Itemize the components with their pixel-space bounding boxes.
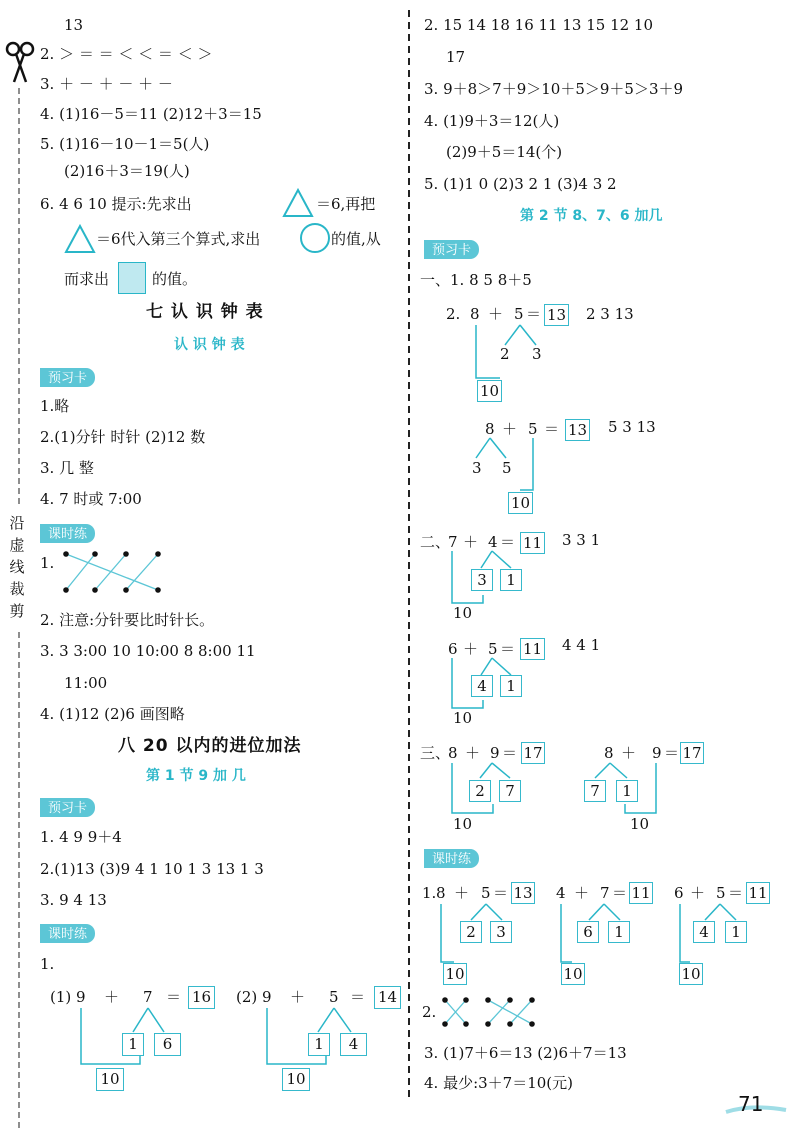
answer-box: 16 [188,986,215,1009]
expr-eq: ＝ [350,988,366,1006]
expr-num: 5 [716,884,726,902]
answer-line: 的值。 [152,270,198,288]
expr-num: 7 [448,533,458,551]
expr-op: ＋ [574,884,590,902]
chapter-title: 八 20 以内的进位加法 [118,736,302,756]
answer-line: 2. ＞ ＝ ＝ ＜ ＜ ＝ ＜ ＞ [40,45,213,63]
answer-line: 的值,从 [331,230,381,248]
answer-line: 5. (1)16－10－1＝5(人) [40,135,210,153]
square-shape [118,262,146,294]
split-box: 4 [340,1033,367,1056]
split-box: 1 [616,780,638,802]
split-num: 3 [472,459,482,477]
answer-line: 1. [40,955,55,973]
section-title: 第 2 节 8、7、6 加几 [520,208,663,224]
answer-line: 3 3 1 [562,531,601,549]
split-num: 5 [502,459,512,477]
expr-eq: ＝ [612,884,628,902]
ten-num: 10 [630,815,650,833]
expr-num: 7 [600,884,610,902]
answer-line: 4. (1)12 (2)6 画图略 [40,705,185,723]
answer-box: 11 [629,882,653,904]
cut-char: 裁 [9,580,25,598]
answer-box: 11 [746,882,770,904]
answer-line: 2. 15 14 18 16 11 13 15 12 10 [424,16,654,34]
page-number: 71 [738,1092,764,1116]
answer-line: 13 [64,16,84,34]
expr-op: ＋ [454,884,470,902]
expr-op: ＋ [621,744,637,762]
split-num: 3 [532,345,542,363]
expr-op: ＋ [463,533,479,551]
split-box: 3 [490,921,512,943]
answer-box: 13 [544,304,569,326]
answer-box: 11 [520,638,545,660]
answer-line: ＝6,再把 [316,195,376,213]
ten-box: 10 [508,492,533,514]
ten-box: 10 [443,963,467,985]
split-num: 2 [500,345,510,363]
ten-box: 10 [679,963,703,985]
answer-line: 3. 9 4 13 [40,891,107,909]
expr-num: 5 [488,640,498,658]
ten-box: 10 [561,963,585,985]
answer-line: 2. 注意:分针要比时针长。 [40,611,215,629]
split-box: 7 [499,780,521,802]
expr-op: ＋ [488,305,504,323]
answer-line: 1. 4 9 9＋4 [40,828,122,846]
expr-eq: ＝ [493,884,509,902]
expr-eq: ＝ [728,884,744,902]
answer-line: (2)9＋5＝14(个) [446,143,563,161]
answer-box: 17 [521,742,545,764]
expr-num: 6 [674,884,684,902]
split-box: 6 [154,1033,181,1056]
ten-num: 10 [453,604,473,622]
expr-label: (2) [236,988,258,1006]
split-box: 1 [725,921,747,943]
expr-num: 9 [490,744,500,762]
ten-box: 10 [282,1068,310,1091]
tag-preview: 预习卡 [40,798,95,817]
cut-char: 线 [9,558,25,576]
expr-num: 8 [470,305,480,323]
expr-label: 1. [422,884,437,902]
expr-op: ＋ [104,988,120,1006]
expr-num: 5 [514,305,524,323]
split-box: 1 [308,1033,330,1056]
expr-eq: ＝ [500,533,516,551]
answer-line: 4. 最少:3＋7＝10(元) [424,1074,574,1092]
answer-line: 2 3 13 [586,305,634,323]
answer-line: 2. [422,1003,437,1021]
expr-num: 8 [448,744,458,762]
answer-line: 4. 7 时或 7:00 [40,490,142,508]
ten-num: 10 [453,709,473,727]
expr-num: 8 [604,744,614,762]
expr-label: 2. [446,305,461,323]
expr-eq: ＝ [502,744,518,762]
ten-num: 10 [453,815,473,833]
scissors-icon [4,40,36,84]
answer-line: (2)16＋3＝19(人) [64,162,190,180]
answer-line: 6. 4 6 10 提示:先求出 [40,195,192,213]
expr-eq: ＝ [544,420,560,438]
answer-line: 11:00 [64,674,108,692]
section-title: 认 识 钟 表 [174,337,245,353]
cut-along-dashed-line-text [8,512,26,622]
answer-line: 4. (1)16－5＝11 (2)12＋3＝15 [40,105,262,123]
answer-line: 一、1. 8 5 8＋5 [420,271,532,289]
split-box: 1 [608,921,630,943]
expr-num: 5 [329,988,339,1006]
expr-eq: ＝ [664,744,680,762]
ten-box: 10 [96,1068,124,1091]
expr-op: ＋ [465,744,481,762]
tag-practice: 课时练 [424,849,479,868]
split-box: 7 [584,780,606,802]
expr-num: 8 [485,420,495,438]
expr-num: 9 [652,744,662,762]
answer-box: 14 [374,986,401,1009]
ten-box: 10 [477,380,502,402]
answer-line: 3. 几 整 [40,459,94,477]
expr-label: 二、 [420,533,451,551]
answer-box: 13 [565,419,590,441]
cut-char: 剪 [9,602,25,620]
split-box: 1 [122,1033,144,1056]
split-box: 4 [693,921,715,943]
split-box: 4 [471,675,493,697]
expr-eq: ＝ [500,640,516,658]
answer-line: ＝6代入第三个算式,求出 [96,230,261,248]
expr-num: 8 [436,884,446,902]
section-title: 第 1 节 9 加 几 [146,768,246,784]
expr-eq: ＝ [526,305,542,323]
answer-line: 4. (1)9＋3＝12(人) [424,112,560,130]
cut-char: 沿 [9,514,25,532]
tag-practice: 课时练 [40,924,95,943]
answer-box: 13 [511,882,535,904]
answer-line: 1.略 [40,397,70,415]
tag-preview: 预习卡 [40,368,95,387]
expr-label: 三、 [420,744,451,762]
expr-num: 6 [448,640,458,658]
split-box: 2 [460,921,482,943]
expr-op: ＋ [690,884,706,902]
expr-num: 5 [528,420,538,438]
answer-line: 而求出 [64,270,110,288]
expr-label: (1) [50,988,72,1006]
split-box: 2 [469,780,491,802]
answer-line: 17 [446,48,466,66]
expr-num: 9 [76,988,86,1006]
answer-line: 3. 9＋8＞7＋9＞10＋5＞9＋5＞3＋9 [424,80,684,98]
answer-line: 3. 3 3:00 10 10:00 8 8:00 11 [40,642,256,660]
answer-box: 11 [520,532,545,554]
expr-num: 4 [556,884,566,902]
answer-box: 17 [680,742,704,764]
answer-line: 1. [40,554,55,572]
split-box: 1 [500,569,522,591]
split-box: 3 [471,569,493,591]
answer-line: 2.(1)分针 时针 (2)12 数 [40,428,206,446]
cut-char: 虚 [9,536,25,554]
answer-line: 3. (1)7＋6＝13 (2)6＋7＝13 [424,1044,627,1062]
expr-num: 9 [262,988,272,1006]
expr-op: ＋ [463,640,479,658]
tag-preview: 预习卡 [424,240,479,259]
answer-line: 5 3 13 [608,418,656,436]
expr-op: ＋ [290,988,306,1006]
expr-op: ＋ [502,420,518,438]
chapter-title: 七 认 识 钟 表 [146,302,264,322]
expr-num: 5 [481,884,491,902]
expr-eq: ＝ [166,988,182,1006]
split-box: 1 [500,675,522,697]
expr-num: 4 [488,533,498,551]
expr-num: 7 [143,988,153,1006]
answer-line: 4 4 1 [562,636,601,654]
answer-line: 3. ＋ － ＋ － ＋ － [40,75,173,93]
answer-line: 5. (1)1 0 (2)3 2 1 (3)4 3 2 [424,175,617,193]
split-box: 6 [577,921,599,943]
answer-line: 2.(1)13 (3)9 4 1 10 1 3 13 1 3 [40,860,264,878]
triangle-shape [284,190,312,216]
tag-practice: 课时练 [40,524,95,543]
